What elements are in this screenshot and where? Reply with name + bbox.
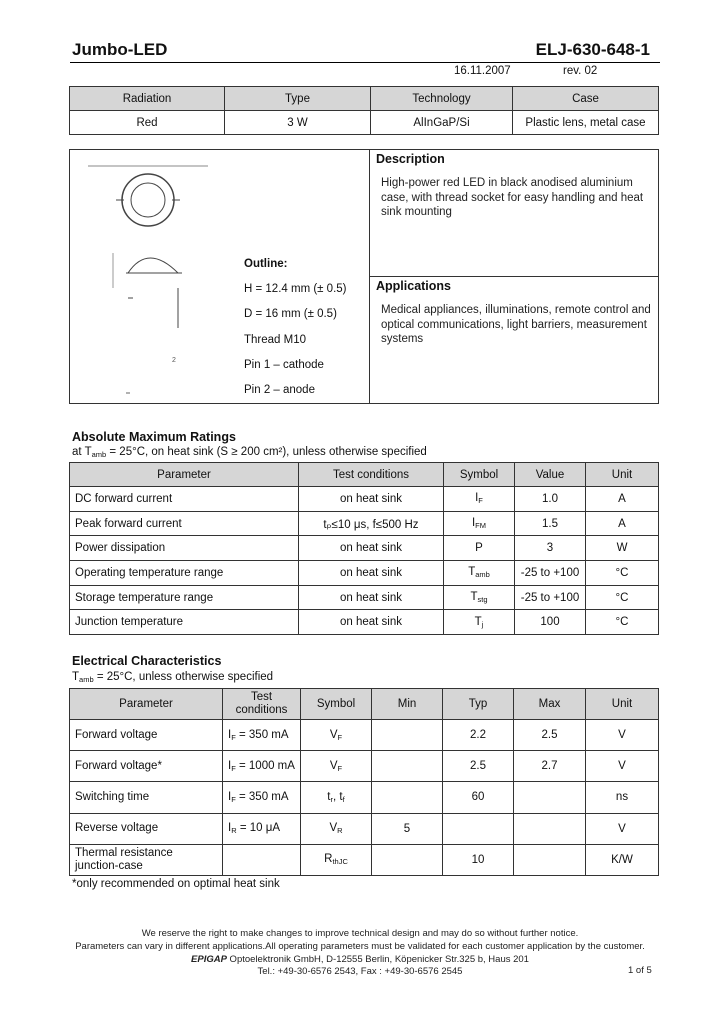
electrical-max: 2.7 <box>514 751 586 782</box>
abs-max-cond: on heat sink <box>299 585 444 610</box>
electrical-typ: 60 <box>443 782 514 813</box>
electrical-table <box>69 688 659 876</box>
led-lens-side <box>128 258 178 273</box>
electrical-symbol: $V_F$ <box>301 720 372 751</box>
electrical-cond <box>223 844 301 875</box>
electrical-row <box>70 813 659 844</box>
abs-max-cond: tₚ≤10 μs, f≤500 Hz <box>299 511 444 536</box>
outline-pin2: Pin 2 – anode <box>244 384 315 396</box>
abs-max-symbol: $T_j$ <box>444 610 515 635</box>
title-rule <box>70 62 660 63</box>
electrical-max <box>514 813 586 844</box>
electrical-symbol: $V_F$ <box>301 751 372 782</box>
abs-max-symbol: $T_{stg}$ <box>444 585 515 610</box>
electrical-param: Forward voltage* <box>70 751 223 782</box>
summary-case: Plastic lens, metal case <box>513 111 659 135</box>
drawing-pin-label: 2 <box>172 357 176 364</box>
doc-date: 16.11.2007 <box>454 65 511 77</box>
electrical-cond: $I_F = 350$ mA <box>223 782 301 813</box>
led-top-view-inner <box>131 183 165 217</box>
footer-company: EPIGAP <box>191 954 227 965</box>
abs-max-symbol: $I_F$ <box>444 487 515 512</box>
electrical-header-max: Max <box>514 689 586 720</box>
abs-max-value: 1.0 <box>515 487 586 512</box>
electrical-typ: 2.5 <box>443 751 514 782</box>
electrical-symbol: $R_{thJC}$ <box>301 844 372 875</box>
abs-max-value: 100 <box>515 610 586 635</box>
electrical-symbol: $V_R$ <box>301 813 372 844</box>
description-heading: Description <box>376 152 445 166</box>
summary-header-technology: Technology <box>371 87 513 111</box>
abs-max-header-unit: Unit <box>586 463 659 487</box>
abs-max-header-symbol: Symbol <box>444 463 515 487</box>
applications-heading: Applications <box>376 279 452 293</box>
electrical-heading: Electrical Characteristics <box>72 654 222 668</box>
electrical-unit: V <box>586 813 659 844</box>
abs-max-header-value: Value <box>515 463 586 487</box>
abs-max-cond: on heat sink <box>299 561 444 586</box>
abs-max-condition: at $T_{amb} = 25^\circ C$, on heat sink (S ≥ 200 cm²), unless otherwise specified <box>72 446 427 459</box>
abs-max-header-conditions: Test conditions <box>299 463 444 487</box>
electrical-header-typ: Typ <box>443 689 514 720</box>
abs-max-symbol: $T_{amb}$ <box>444 561 515 586</box>
abs-max-row <box>70 511 659 536</box>
electrical-unit: V <box>586 720 659 751</box>
electrical-row <box>70 720 659 751</box>
abs-max-heading: Absolute Maximum Ratings <box>72 430 236 444</box>
summary-table <box>69 86 659 135</box>
abs-max-param: Operating temperature range <box>70 561 299 586</box>
electrical-row <box>70 782 659 813</box>
electrical-footnote: *only recommended on optimal heat sink <box>72 878 280 890</box>
electrical-min: 5 <box>372 813 443 844</box>
electrical-typ <box>443 813 514 844</box>
abs-max-unit: °C <box>586 610 659 635</box>
abs-max-cond: on heat sink <box>299 610 444 635</box>
abs-max-value: -25 to +100 <box>515 585 586 610</box>
outline-height: H = 12.4 mm (± 0.5) <box>244 283 347 295</box>
abs-max-param: DC forward current <box>70 487 299 512</box>
electrical-header-conditions: Test conditions <box>223 689 301 720</box>
abs-max-cond: on heat sink <box>299 536 444 561</box>
abs-max-value: 3 <box>515 536 586 561</box>
page-number: 1 of 5 <box>628 965 652 976</box>
abs-max-row <box>70 487 659 512</box>
electrical-typ: 10 <box>443 844 514 875</box>
abs-max-header-parameter: Parameter <box>70 463 299 487</box>
electrical-min <box>372 751 443 782</box>
abs-max-value: 1.5 <box>515 511 586 536</box>
electrical-condition: $T_{amb} = 25^\circ C$, unless otherwise specified <box>72 671 274 684</box>
summary-radiation: Red <box>70 111 225 135</box>
summary-technology: AlInGaP/Si <box>371 111 513 135</box>
electrical-unit: K/W <box>586 844 659 875</box>
electrical-cond: $I_F = 350$ mA <box>223 720 301 751</box>
electrical-row <box>70 844 659 875</box>
abs-max-symbol: P <box>444 536 515 561</box>
electrical-symbol: $t_r$, $t_f$ <box>301 782 372 813</box>
electrical-param: Switching time <box>70 782 223 813</box>
abs-max-cond: on heat sink <box>299 487 444 512</box>
abs-max-row <box>70 536 659 561</box>
part-number: ELJ-630-648-1 <box>535 40 650 59</box>
abs-max-row <box>70 561 659 586</box>
abs-max-param: Peak forward current <box>70 511 299 536</box>
electrical-max <box>514 782 586 813</box>
footer-contact: Tel.: +49-30-6576 2543, Fax : +49-30-6576 2545 <box>257 966 463 977</box>
electrical-param: Thermal resistance junction-case <box>70 844 223 875</box>
abs-max-unit: A <box>586 487 659 512</box>
electrical-unit: V <box>586 751 659 782</box>
led-outline-drawing <box>78 158 238 398</box>
outline-pin1: Pin 1 – cathode <box>244 359 324 371</box>
electrical-cond: $I_R = 10$ μA <box>223 813 301 844</box>
outline-label: Outline: <box>244 258 288 270</box>
abs-max-table <box>69 462 659 635</box>
applications-text: Medical appliances, illuminations, remote control and optical communications, light barriers, measurement systems <box>381 304 651 345</box>
abs-max-row <box>70 610 659 635</box>
abs-max-param: Storage temperature range <box>70 585 299 610</box>
electrical-param: Forward voltage <box>70 720 223 751</box>
abs-max-unit: °C <box>586 561 659 586</box>
info-section-divider <box>369 276 659 277</box>
electrical-row <box>70 751 659 782</box>
electrical-header-parameter: Parameter <box>70 689 223 720</box>
led-top-view-outer <box>122 174 174 226</box>
electrical-cond: $I_F = 1000$ mA <box>223 751 301 782</box>
footer-disclaimer: We reserve the right to make changes to improve technical design and may do so without further notice. <box>141 928 579 939</box>
abs-max-value: -25 to +100 <box>515 561 586 586</box>
footer-address: EPIGAP Optoelektronik GmbH, D-12555 Berlin, Köpenicker Str.325 b, Haus 201 <box>191 954 529 965</box>
electrical-header-min: Min <box>372 689 443 720</box>
description-text: High-power red LED in black anodised aluminium case, with thread socket for easy handling and heat sink mounting <box>381 177 644 218</box>
abs-max-param: Power dissipation <box>70 536 299 561</box>
summary-header-case: Case <box>513 87 659 111</box>
electrical-min <box>372 844 443 875</box>
abs-max-symbol: $I_{FM}$ <box>444 511 515 536</box>
electrical-header-symbol: Symbol <box>301 689 372 720</box>
footer-validation-note: Parameters can vary in different applications.All operating parameters must be validated for each customer application by the customer. <box>75 941 645 952</box>
outline-diameter: D = 16 mm (± 0.5) <box>244 308 337 320</box>
summary-type: 3 W <box>225 111 371 135</box>
abs-max-unit: A <box>586 511 659 536</box>
abs-max-row <box>70 585 659 610</box>
outline-thread: Thread M10 <box>244 334 307 346</box>
abs-max-param: Junction temperature <box>70 610 299 635</box>
summary-header-radiation: Radiation <box>70 87 225 111</box>
abs-max-unit: °C <box>586 585 659 610</box>
abs-max-unit: W <box>586 536 659 561</box>
doc-title: Jumbo-LED <box>72 40 168 59</box>
electrical-min <box>372 720 443 751</box>
summary-header-type: Type <box>225 87 371 111</box>
electrical-max: 2.5 <box>514 720 586 751</box>
electrical-min <box>372 782 443 813</box>
doc-revision: rev. 02 <box>563 65 598 77</box>
electrical-unit: ns <box>586 782 659 813</box>
electrical-typ: 2.2 <box>443 720 514 751</box>
electrical-max <box>514 844 586 875</box>
electrical-header-unit: Unit <box>586 689 659 720</box>
electrical-param: Reverse voltage <box>70 813 223 844</box>
